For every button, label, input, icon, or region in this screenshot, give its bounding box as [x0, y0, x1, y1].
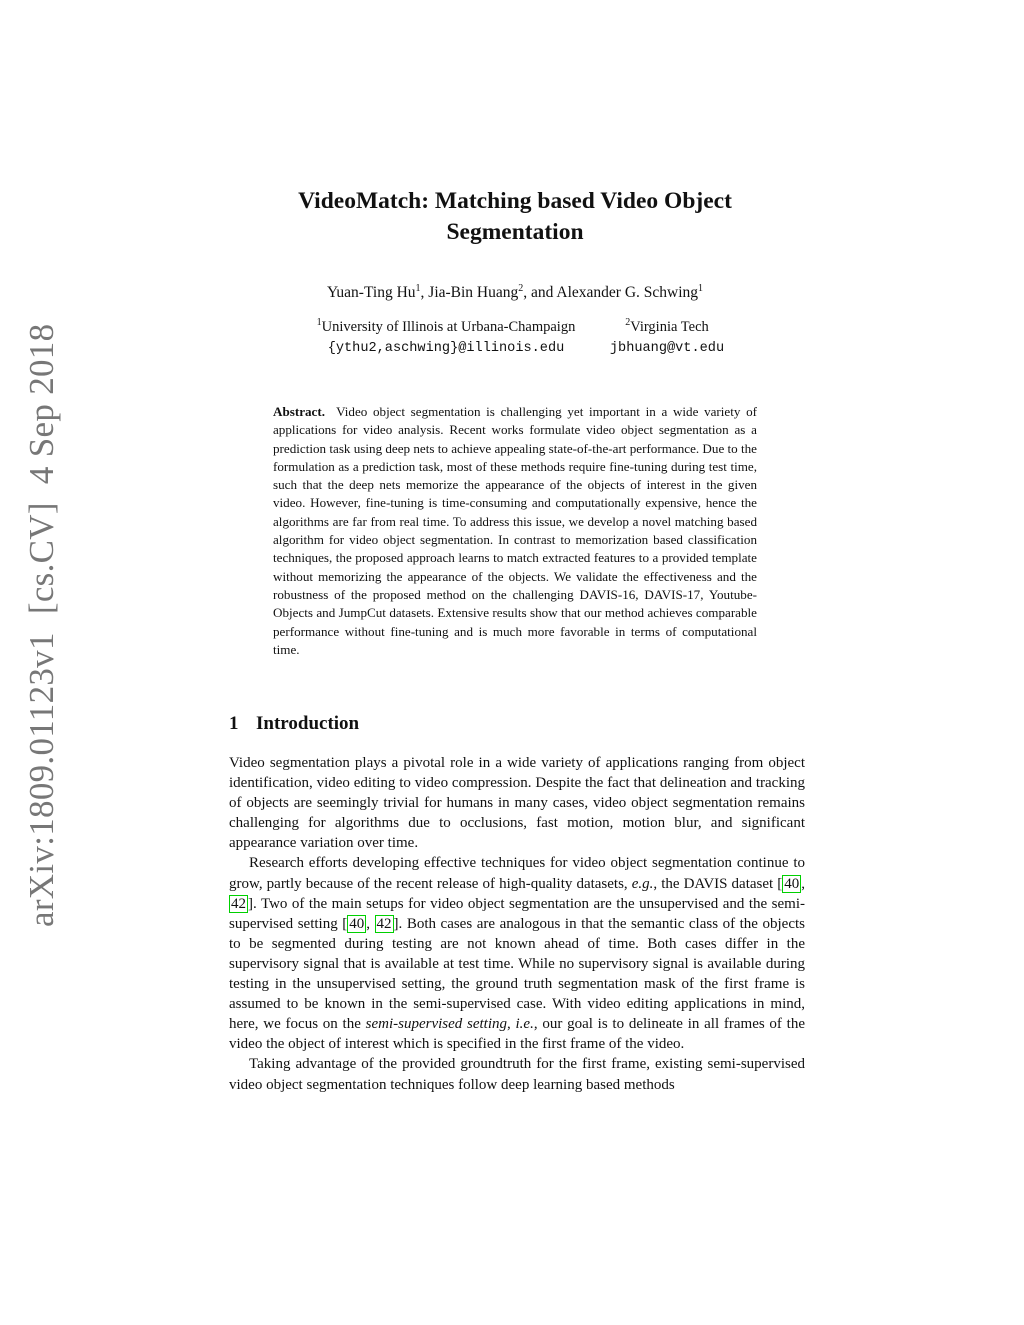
- paragraph-1: Video segmentation plays a pivotal role in a wide variety of applications ranging from object identification, video editing to video compression. Despite the fact that delineation and tracking of objects are seemingly trivial for humans in many cases, video object segmentation remains challenging for algorithms due to occlusions, fast motion, motion blur, and significant appearance variation over time.: [229, 755, 805, 852]
- abstract: [273, 403, 757, 659]
- author-3: Alexander G. Schwing: [556, 284, 699, 301]
- citation-separator: ,: [801, 875, 805, 892]
- title-line-1: VideoMatch: Matching based Video Object: [298, 188, 732, 214]
- citation-link-42[interactable]: 42: [231, 895, 246, 912]
- affiliation-1-email: {ythu2,aschwing}@illinois.edu: [327, 341, 565, 356]
- citation-link-42[interactable]: 42: [376, 915, 392, 932]
- arxiv-side-stamp: arXiv:1809.01123v1 [cs.CV] 4 Sep 2018: [22, 323, 61, 927]
- author-1: Yuan-Ting Hu: [326, 284, 416, 301]
- author-list: [230, 282, 800, 304]
- body-text: [229, 753, 805, 1095]
- author-separator: , and: [523, 284, 557, 301]
- author-3-affiliation-mark: 1: [698, 283, 704, 294]
- affiliation-2-name: Virginia Tech: [630, 319, 709, 335]
- paper-title: [230, 186, 800, 248]
- author-2: Jia-Bin Huang: [428, 284, 519, 301]
- citation-link-40[interactable]: 40: [349, 915, 365, 932]
- affiliation-2: [598, 317, 736, 359]
- paragraph-3: Taking advantage of the provided groundtruth for the first frame, existing semi-supervised video object segmentation techniques follow deep learning based methods: [229, 1056, 805, 1093]
- title-line-2: Segmentation: [446, 219, 584, 245]
- emphasis-semi-supervised-setting: semi-supervised setting: [365, 1016, 508, 1033]
- paragraph-2-text: ,: [507, 1016, 516, 1033]
- paragraph-2-text: , our goal is to delineate in all frames of the video the object of interest which is specified in the first frame of the video.: [229, 1016, 806, 1053]
- affiliation-2-email: jbhuang@vt.edu: [609, 341, 725, 356]
- paragraph-2-text: , the DAVIS dataset [: [653, 875, 783, 892]
- affiliation-1-mark: 1: [316, 317, 322, 328]
- paragraph-2-text: ]. Both cases are analogous in that the semantic class of the objects to be segmented during testing are not known ahead of time. Both cases differ in the supervisory signal that is available at test time. While no supervisory signal is available during testing in the unsupervised setting, the ground truth segmentation mask of the first frame is assumed to be known in the semi-supervised case. With video editing applications in mind, here, we focus on the: [229, 915, 805, 1033]
- section-heading: [229, 711, 359, 737]
- abstract-label: Abstract.: [273, 404, 325, 419]
- emphasis-eg: e.g.: [631, 875, 654, 892]
- section-number: 1: [229, 713, 239, 734]
- author-1-affiliation-mark: 1: [415, 283, 421, 294]
- affiliation-1-name: University of Illinois at Urbana-Champaign: [321, 319, 576, 335]
- author-separator: ,: [420, 284, 429, 301]
- paragraph-2-text: Research efforts developing effective techniques for video object segmentation continue to grow, partly because of the recent release of high-quality datasets,: [229, 855, 805, 892]
- citation-link-40[interactable]: 40: [784, 875, 800, 892]
- affiliation-1: [300, 317, 592, 359]
- emphasis-ie: i.e.: [515, 1016, 534, 1033]
- section-title: Introduction: [256, 713, 360, 734]
- affiliation-2-mark: 2: [625, 317, 631, 328]
- citation-separator: ,: [366, 915, 375, 932]
- paragraph-2-text: ]. Two of the main setups for video object segmentation are the unsupervised and the semi-supervised setting [: [229, 895, 805, 932]
- author-2-affiliation-mark: 2: [518, 283, 524, 294]
- abstract-text: Video object segmentation is challenging yet important in a wide variety of applications for video analysis. Recent works formulate video object segmentation as a prediction task using deep nets to achieve appealing state-of-the-art performance. Due to the formulation as a prediction task, most of these methods require fine-tuning during test time, such that the deep nets memorize the appearance of the objects of interest in the given video. However, fine-tuning is time-consuming and computationally expensive, hence the algorithms are far from real time. To address this issue, we develop a novel matching based algorithm for video object segmentation. In contrast to memorization based classification techniques, the proposed approach learns to match extracted features to a provided template without memorizing the appearance of the objects. We validate the effectiveness and the robustness of the proposed method on the challenging DAVIS-16, DAVIS-17, Youtube-Objects and JumpCut datasets. Extensive results show that our method achieves comparable performance without fine-tuning and is much more favorable in terms of computational time.: [273, 404, 758, 657]
- paragraph-2: [229, 853, 805, 1054]
